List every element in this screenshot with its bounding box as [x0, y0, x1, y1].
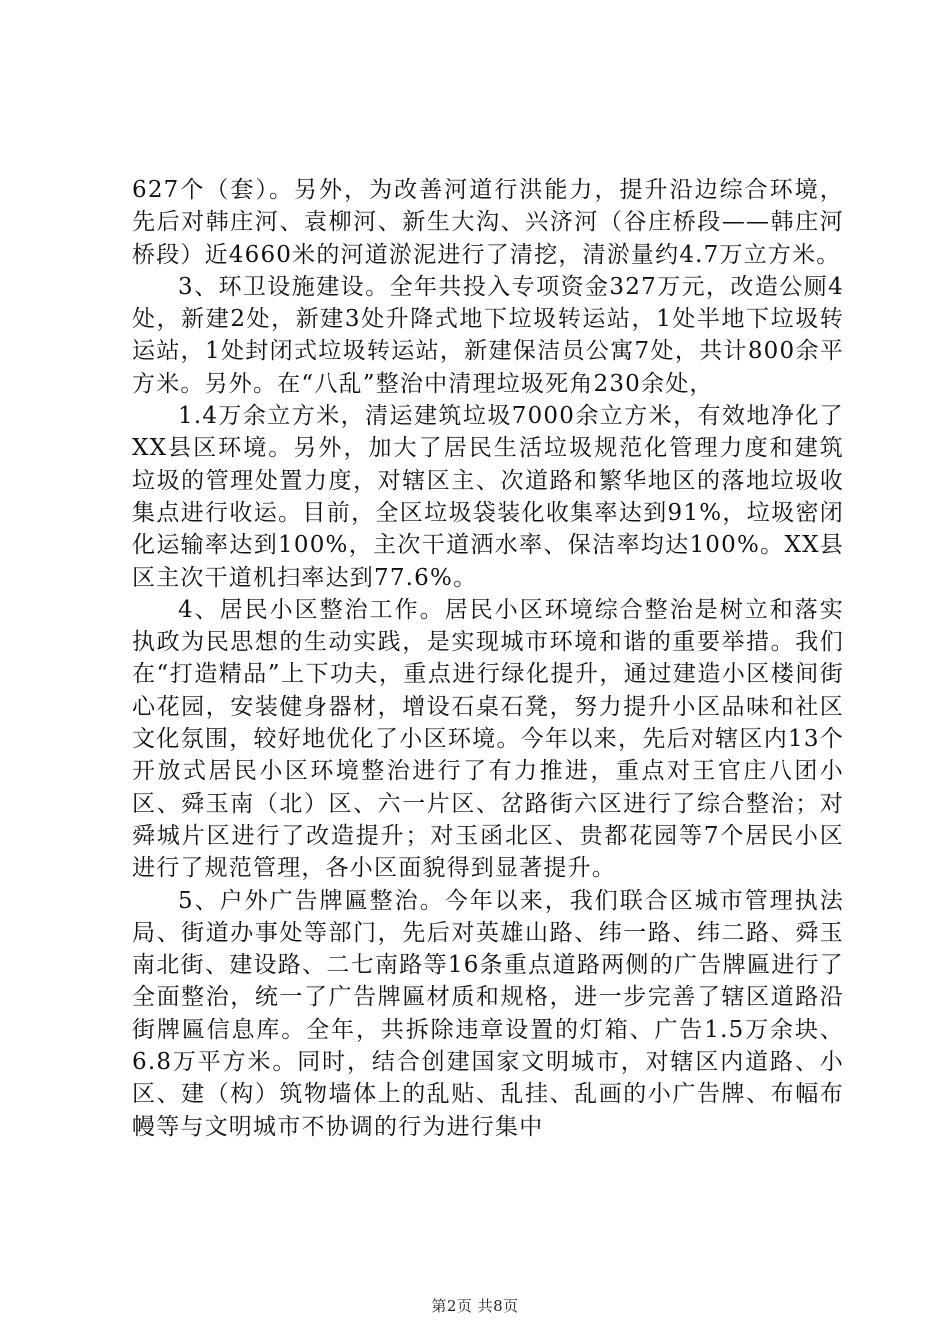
page-number-footer: 第2页 共8页	[431, 1297, 519, 1315]
document-body	[132, 174, 844, 1143]
paragraph-continuation: 627个（套）。另外，为改善河道行洪能力，提升沿边综合环境，先后对韩庄河、袁柳河、新生大沟、兴济河（谷庄桥段——韩庄河桥段）近4660米的河道淤泥进行了清挖，清淤量约4.7万立方米。	[132, 177, 844, 268]
paragraph-garbage-cleanup: 1.4万余立方米，清运建筑垃圾7000余立方米，有效地净化了XX县区环境。另外，加大了居民生活垃圾规范化管理力度和建筑垃圾的管理处置力度，对辖区主、次道路和繁华地区的落地垃圾收集点进行收运。目前，全区垃圾袋装化收集率达到91%，垃圾密闭化运输率达到100%，主次干道洒水率、保洁率均达100%。XX县区主次干道机扫率达到77.6%。	[132, 403, 844, 591]
paragraph-sanitation-facilities: 3、环卫设施建设。全年共投入专项资金327万元，改造公厕4处，新建2处，新建3处升降式地下垃圾转运站，1处半地下垃圾转运站，1处封闭式垃圾转运站，新建保洁员公寓7处，共计800余平方米。另外。在“八乱”整治中清理垃圾死角230余处，	[132, 273, 844, 397]
paragraph-residential-renovation: 4、居民小区整治工作。居民小区环境综合整治是树立和落实执政为民思想的生动实践，是实现城市环境和谐的重要举措。我们在“打造精品”上下功夫，重点进行绿化提升，通过建造小区楼间街心花园，安装健身器材，增设石桌石凳，努力提升小区品味和社区文化氛围，较好地优化了小区环境。今年以来，先后对辖区内13个开放式居民小区环境整治进行了有力推进，重点对王官庄八团小区、舜玉南（北）区、六一片区、岔路街六区进行了综合整治；对舜城片区进行了改造提升；对玉函北区、贵都花园等7个居民小区进行了规范管理，各小区面貌得到显著提升。	[132, 596, 844, 882]
paragraph-outdoor-advertising: 5、户外广告牌匾整治。今年以来，我们联合区城市管理执法局、街道办事处等部门，先后对英雄山路、纬一路、纬二路、舜玉南北街、建设路、二七南路等16条重点道路两侧的广告牌匾进行了全面整治，统一了广告牌匾材质和规格，进一步完善了辖区道路沿街牌匾信息库。全年，共拆除违章设置的灯箱、广告1.5万余块、6.8万平方米。同时，结合创建国家文明城市，对辖区内道路、小区、建（构）筑物墙体上的乱贴、乱挂、乱画的小广告牌、布幅布幔等与文明城市不协调的行为进行集中	[132, 887, 844, 1140]
